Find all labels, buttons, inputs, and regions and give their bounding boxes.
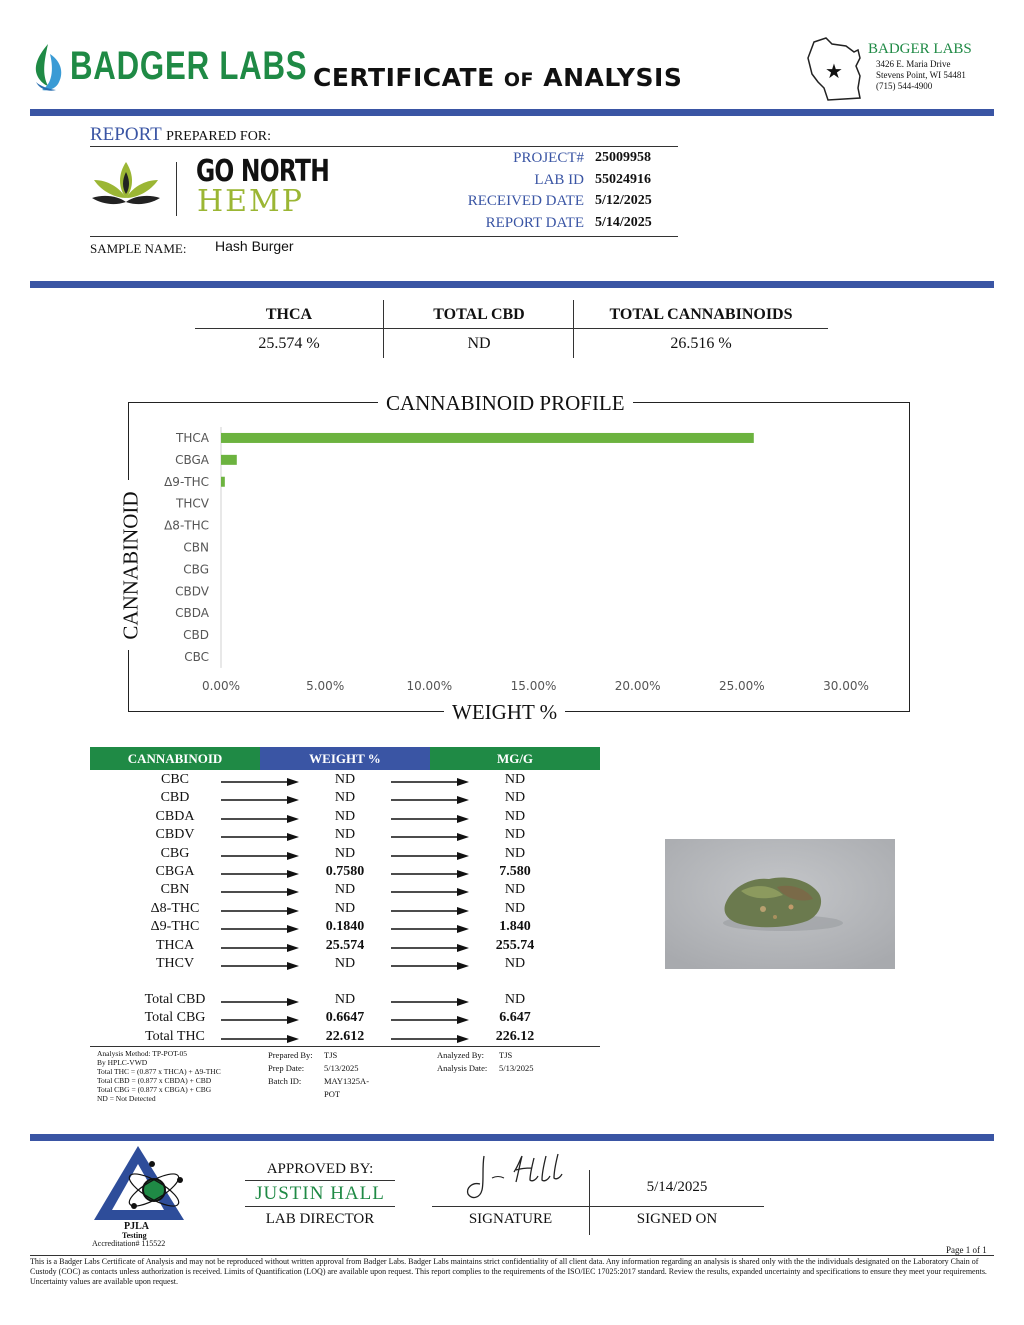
logo-divider xyxy=(176,162,177,216)
prep-info: Prepared By: TJS Prep Date: 5/13/2025 Batch ID: MAY1325A-POT xyxy=(268,1050,370,1099)
approved-by-label: APPROVED BY: xyxy=(266,1161,374,1177)
lab-address: 3426 E. Maria Drive Stevens Point, WI 54481 (715) 544-4900 xyxy=(876,59,966,91)
table-row xyxy=(90,846,600,864)
rule xyxy=(30,1255,994,1256)
table-row xyxy=(90,790,600,808)
mg-per-g-value: ND xyxy=(504,845,526,861)
cannabinoid-name: CBC xyxy=(160,772,189,787)
chart-category-label: CBC xyxy=(184,649,209,664)
pjla-label: PJLA xyxy=(124,1221,149,1232)
client-name-line1: GO NORTH xyxy=(196,154,330,189)
weight-value: ND xyxy=(334,790,356,806)
chart-title: CANNABINOID PROFILE xyxy=(378,391,633,416)
cannabinoid-name: Total CBD xyxy=(144,992,206,1007)
pjla-testing: Testing xyxy=(122,1231,147,1240)
section-divider xyxy=(30,281,994,288)
mg-per-g-value: ND xyxy=(504,772,526,787)
mg-per-g-value: 1.840 xyxy=(499,919,531,935)
chart-x-tick-label: 20.00% xyxy=(614,679,661,693)
chart-bar xyxy=(221,477,225,487)
chart-category-label: CBGA xyxy=(175,452,209,467)
weight-value: ND xyxy=(334,956,356,971)
client-name-line2: HEMP xyxy=(197,184,304,219)
chart-category-label: Δ9-THC xyxy=(164,474,209,489)
lab-id-label: LAB ID xyxy=(534,172,584,188)
chart-x-tick-label: 10.00% xyxy=(406,679,453,693)
weight-value: ND xyxy=(334,992,356,1007)
chart-category-label: CBD xyxy=(183,628,209,643)
weight-value: 0.6647 xyxy=(325,1010,365,1026)
cannabinoid-name: Δ8-THC xyxy=(150,900,200,916)
table-header-weight: WEIGHT % xyxy=(260,747,430,770)
mg-per-g-value: ND xyxy=(504,956,526,971)
rule xyxy=(195,328,828,329)
cannabinoid-name: THCV xyxy=(155,956,195,971)
badger-labs-leaf-logo xyxy=(30,44,66,92)
cannabinoid-name: CBD xyxy=(160,790,190,806)
signature-image xyxy=(462,1152,572,1204)
chart-x-tick-label: 30.00% xyxy=(823,679,869,693)
chart-category-label: CBDV xyxy=(175,584,209,599)
disclaimer: This is a Badger Labs Certificate of Analysis and may not be reproduced without written approval from Badger Labs. Badger Labs maintains strict confidentiality of all client data. Any information regarding an analysis is shared only with the the individuals designated on the Laboratory Chain of Custody (COC) as contacts unless authorization is received. Limits of Quantification (LOQ) are available upon request. This report complies to the requirements of the ISO/IEC 17025:2017 standard. Review the results, expanded uncertainty and specifications to ensure they meet your requirements. Uncertainty values are available upon request. xyxy=(30,1257,987,1286)
cannabinoid-profile-chart xyxy=(140,420,900,700)
report-date-value: 5/14/2025 xyxy=(595,215,652,230)
summary-total-cannabinoids-value: 26.516 % xyxy=(670,335,732,352)
table-row xyxy=(90,938,600,956)
weight-value: ND xyxy=(334,845,356,861)
cannabinoid-name: CBDV xyxy=(155,827,195,843)
report-prepared-for: REPORT PREPARED FOR: xyxy=(90,124,272,145)
sample-name-value: Hash Burger xyxy=(215,238,294,254)
cannabinoid-name: Total THC xyxy=(145,1028,205,1044)
weight-value: ND xyxy=(334,808,356,824)
rule xyxy=(90,236,678,237)
mg-per-g-value: 226.12 xyxy=(495,1028,535,1044)
mg-per-g-value: ND xyxy=(504,992,526,1007)
chart-category-label: THCV xyxy=(176,496,209,511)
mg-per-g-value: ND xyxy=(504,900,526,916)
project-value: 25009958 xyxy=(595,150,651,165)
mg-per-g-value: 7.580 xyxy=(499,864,531,879)
lab-id-value: 55024916 xyxy=(595,172,651,187)
header-divider xyxy=(30,109,994,116)
weight-value: 22.612 xyxy=(325,1028,365,1044)
sample-name-label: SAMPLE NAME: xyxy=(90,241,187,256)
received-date-label: RECEIVED DATE xyxy=(467,193,584,209)
summary-thca-header: THCA xyxy=(265,306,313,323)
weight-value: ND xyxy=(334,772,356,787)
chart-category-label: CBDA xyxy=(175,606,209,621)
cannabinoid-name: CBG xyxy=(160,845,190,861)
weight-value: ND xyxy=(334,882,356,898)
signature-line xyxy=(432,1206,764,1207)
table-row xyxy=(90,919,600,937)
table-row xyxy=(90,827,600,845)
summary-total-cannabinoids-header: TOTAL CANNABINOIDS xyxy=(609,306,793,323)
document-title: CERTIFICATE OF ANALYSIS xyxy=(313,63,683,92)
rule xyxy=(245,1206,395,1207)
received-date-value: 5/12/2025 xyxy=(595,193,652,208)
weight-value: ND xyxy=(334,827,356,843)
table-bottom-rule xyxy=(90,1046,600,1047)
table-header-mgg: MG/G xyxy=(430,747,600,770)
table-row xyxy=(90,1029,600,1047)
chart-x-tick-label: 0.00% xyxy=(201,679,241,693)
cannabinoid-name: THCA xyxy=(155,937,195,953)
project-label: PROJECT# xyxy=(513,150,584,166)
chart-x-axis-label: WEIGHT % xyxy=(444,700,565,725)
table-row xyxy=(90,809,600,827)
cannabinoid-name: CBN xyxy=(160,882,190,898)
table-header-cannabinoid: CANNABINOID xyxy=(90,747,260,770)
weight-value: 0.7580 xyxy=(325,864,365,879)
cannabinoid-name: CBDA xyxy=(155,808,195,824)
cannabinoid-name: CBGA xyxy=(155,864,195,879)
summary-total-cbd-header: TOTAL CBD xyxy=(433,306,525,323)
method-notes: Analysis Method: TP-POT-05 By HPLC-VWD Total THC = (0.877 x THCA) + Δ9-THC Total CBD = (0.877 x CBDA) + CBD Total CBG = (0.877 x CBGA) + CBG ND = Not Detected xyxy=(97,1049,221,1103)
chart-bar xyxy=(221,455,237,465)
chart-x-tick-label: 25.00% xyxy=(718,679,765,693)
chart-category-label: THCA xyxy=(176,430,209,445)
chart-y-axis-label: CANNABINOID xyxy=(120,480,142,650)
table-row xyxy=(90,772,600,790)
pjla-accreditation-logo xyxy=(94,1144,190,1222)
sample-photo xyxy=(665,839,895,969)
cannabinoid-name: Δ9-THC xyxy=(150,919,200,935)
mg-per-g-value: ND xyxy=(504,882,526,898)
weight-value: 25.574 xyxy=(325,937,365,953)
weight-value: 0.1840 xyxy=(325,919,365,935)
table-row xyxy=(90,956,600,974)
chart-category-label: Δ8-THC xyxy=(164,518,209,533)
mg-per-g-value: 255.74 xyxy=(495,937,535,953)
rule xyxy=(90,146,678,147)
page-number: Page 1 of 1 xyxy=(946,1245,987,1255)
chart-category-label: CBG xyxy=(183,562,209,577)
approver-role: LAB DIRECTOR xyxy=(265,1211,375,1227)
wisconsin-map-icon xyxy=(806,36,868,102)
signed-date: 5/14/2025 xyxy=(646,1179,708,1195)
svg-text:★: ★ xyxy=(825,61,843,83)
table-row xyxy=(90,992,600,1010)
accreditation-number: Accreditation# 115522 xyxy=(92,1239,166,1248)
table-row xyxy=(90,882,600,900)
report-date-label: REPORT DATE xyxy=(485,215,584,231)
mg-per-g-value: ND xyxy=(504,790,526,806)
weight-value: ND xyxy=(334,900,356,916)
summary-total-cbd-value: ND xyxy=(467,335,491,352)
mg-per-g-value: ND xyxy=(504,827,526,843)
chart-x-tick-label: 5.00% xyxy=(306,679,345,693)
table-row xyxy=(90,864,600,882)
approver-name: JUSTIN HALL xyxy=(255,1183,385,1204)
mg-per-g-value: ND xyxy=(504,808,526,824)
table-row xyxy=(90,901,600,919)
summary-thca-value: 25.574 % xyxy=(258,335,320,352)
mg-per-g-value: 6.647 xyxy=(499,1010,531,1026)
go-north-hemp-logo xyxy=(90,158,162,216)
signature-label: SIGNATURE xyxy=(468,1211,553,1227)
lab-name: BADGER LABS xyxy=(868,41,972,57)
chart-x-tick-label: 15.00% xyxy=(510,679,557,693)
signed-on-label: SIGNED ON xyxy=(636,1211,718,1227)
brand-name: BADGER LABS xyxy=(70,44,308,88)
analysis-info: Analyzed By: TJS Analysis Date: 5/13/2025 xyxy=(437,1050,534,1073)
chart-category-label: CBN xyxy=(183,540,209,555)
footer-divider xyxy=(30,1134,994,1141)
rule xyxy=(245,1180,395,1181)
chart-bar xyxy=(221,433,754,443)
table-row xyxy=(90,1010,600,1028)
cannabinoid-name: Total CBG xyxy=(144,1010,206,1026)
